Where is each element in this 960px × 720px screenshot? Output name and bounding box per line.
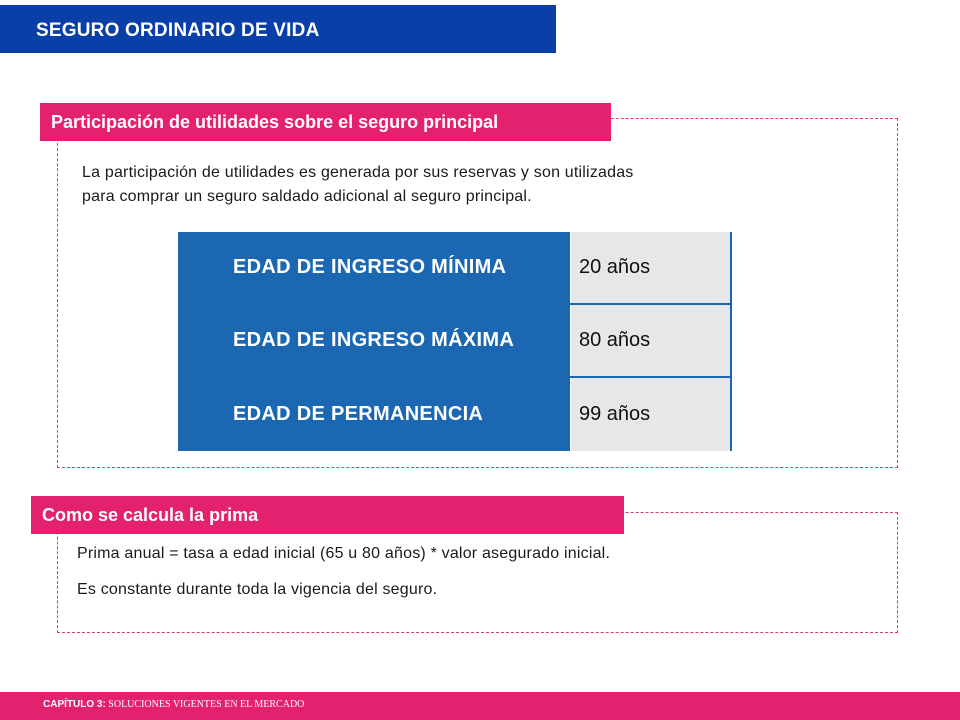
row-value-max-age: 80 años xyxy=(571,305,730,376)
footer-chapter-title: SOLUCIONES VIGENTES EN EL MERCADO xyxy=(105,699,305,710)
table-row xyxy=(178,232,732,303)
paragraph-line-1: La participación de utilidades es generada por sus reservas y son utilizadas xyxy=(82,164,634,181)
premium-section-heading: Como se calcula la prima xyxy=(31,496,624,534)
premium-formula-text: Prima anual = tasa a edad inicial (65 u 80 años) * valor asegurado inicial. xyxy=(77,545,611,562)
footer-chapter: CAPÍTULO 3: xyxy=(43,699,106,710)
row-label-max-age: EDAD DE INGRESO MÁXIMA xyxy=(178,305,570,376)
paragraph-line-2: para comprar un seguro saldado adicional al seguro principal. xyxy=(82,188,532,205)
row-edge xyxy=(730,378,732,451)
table-row xyxy=(178,305,732,376)
footer-text xyxy=(43,692,304,718)
footer-bar xyxy=(0,692,960,720)
participation-section-heading: Participación de utilidades sobre el seguro principal xyxy=(40,103,611,141)
row-value-permanence-age: 99 años xyxy=(571,378,730,451)
participation-paragraph xyxy=(82,161,822,209)
table-row xyxy=(178,378,732,451)
age-table xyxy=(178,232,732,451)
title-bar xyxy=(0,5,556,53)
page-title: SEGURO ORDINARIO DE VIDA xyxy=(36,20,320,41)
row-label-min-age: EDAD DE INGRESO MÍNIMA xyxy=(178,232,570,303)
row-edge xyxy=(730,232,732,303)
row-edge xyxy=(730,305,732,376)
row-label-permanence-age: EDAD DE PERMANENCIA xyxy=(178,378,570,451)
row-value-min-age: 20 años xyxy=(571,232,730,303)
premium-constant-text: Es constante durante toda la vigencia del seguro. xyxy=(77,581,438,598)
